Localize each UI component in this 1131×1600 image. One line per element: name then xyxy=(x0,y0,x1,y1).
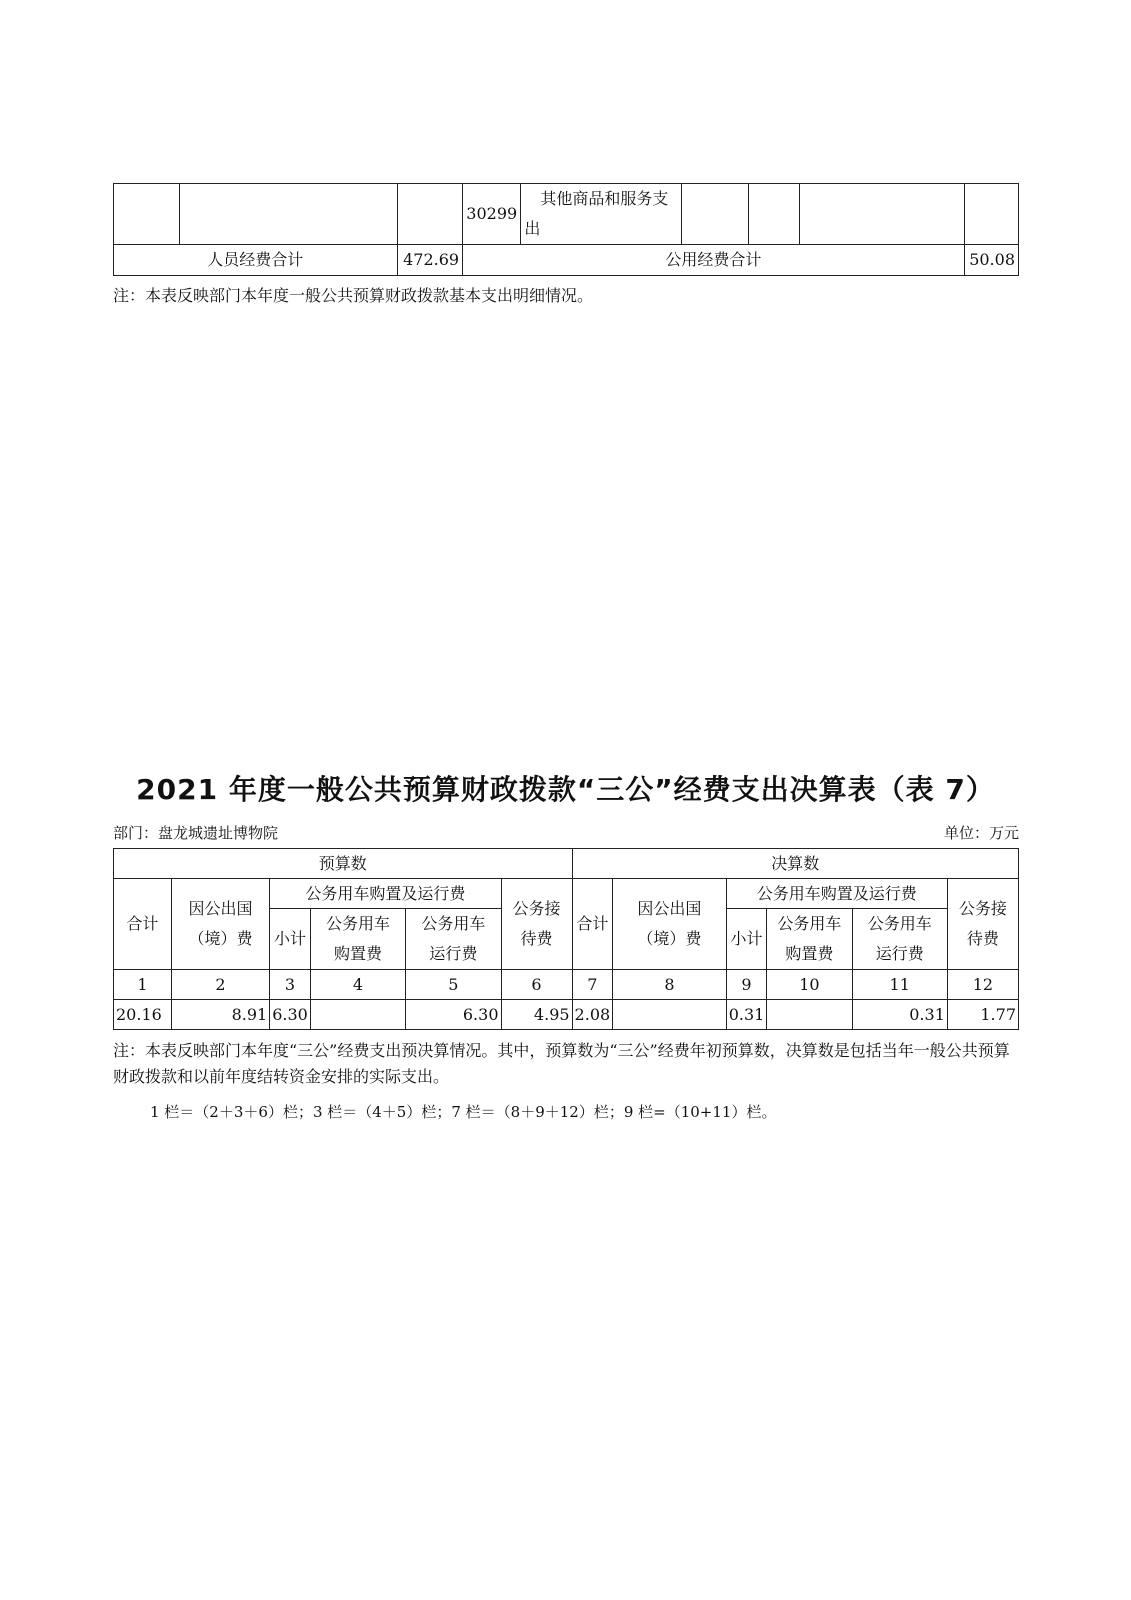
value-cell: 0.31 xyxy=(726,1000,767,1030)
department-label: 部门：盘龙城遗址博物院 xyxy=(113,824,279,842)
item-name: 其他商品和服务支出 xyxy=(521,184,682,245)
column-number: 7 xyxy=(572,970,613,1000)
header-vehicle: 公务用车购置及运行费 xyxy=(270,879,501,909)
column-number: 6 xyxy=(501,970,572,1000)
header-total: 合计 xyxy=(114,879,172,970)
value-cell xyxy=(310,1000,405,1030)
empty-cell xyxy=(114,184,180,245)
value-cell: 0.31 xyxy=(852,1000,947,1030)
empty-cell xyxy=(682,184,749,245)
value-cell: 4.95 xyxy=(501,1000,572,1030)
header-subtotal: 小计 xyxy=(726,909,767,970)
empty-cell xyxy=(799,184,964,245)
header-total: 合计 xyxy=(572,879,613,970)
page-title: 2021 年度一般公共预算财政拨款“三公”经费支出决算表（表 7） xyxy=(136,773,995,806)
column-number: 1 xyxy=(114,970,172,1000)
empty-cell xyxy=(397,184,463,245)
value-cell: 20.16 xyxy=(114,1000,172,1030)
public-total-value: 50.08 xyxy=(964,245,1018,276)
header-purchase: 公务用车购置费 xyxy=(767,909,852,970)
budget-group-header: 预算数 xyxy=(114,849,573,879)
column-number: 2 xyxy=(171,970,269,1000)
personnel-total-label: 人员经费合计 xyxy=(114,245,398,276)
column-number: 8 xyxy=(613,970,727,1000)
value-cell xyxy=(613,1000,727,1030)
header-vehicle: 公务用车购置及运行费 xyxy=(726,879,947,909)
empty-cell xyxy=(748,184,799,245)
header-abroad: 因公出国（境）费 xyxy=(613,879,727,970)
header-reception: 公务接待费 xyxy=(501,879,572,970)
unit-label: 单位：万元 xyxy=(943,824,1019,842)
value-cell: 2.08 xyxy=(572,1000,613,1030)
header-reception: 公务接待费 xyxy=(947,879,1018,970)
personnel-total-value: 472.69 xyxy=(397,245,463,276)
column-number: 12 xyxy=(947,970,1018,1000)
empty-cell xyxy=(179,184,397,245)
header-abroad: 因公出国（境）费 xyxy=(171,879,269,970)
value-cell: 8.91 xyxy=(171,1000,269,1030)
empty-cell xyxy=(964,184,1018,245)
column-formula-note: 1 栏＝（2＋3＋6）栏；3 栏＝（4＋5）栏；7 栏＝（8＋9＋12）栏；9 栏=（10+11）栏。 xyxy=(150,1103,777,1121)
column-number: 9 xyxy=(726,970,767,1000)
value-cell: 1.77 xyxy=(947,1000,1018,1030)
header-purchase: 公务用车购置费 xyxy=(310,909,405,970)
column-number: 4 xyxy=(310,970,405,1000)
value-cell xyxy=(767,1000,852,1030)
header-operation: 公务用车运行费 xyxy=(406,909,501,970)
column-number: 10 xyxy=(767,970,852,1000)
value-cell: 6.30 xyxy=(270,1000,311,1030)
column-number: 11 xyxy=(852,970,947,1000)
table7-note: 注：本表反映部门本年度“三公”经费支出预决算情况。其中，预算数为“三公”经费年初预算数，决算数是包括当年一般公共预算财政拨款和以前年度结转资金安排的实际支出。 xyxy=(113,1041,1010,1086)
item-code: 30299 xyxy=(463,184,521,245)
header-operation: 公务用车运行费 xyxy=(852,909,947,970)
column-number: 5 xyxy=(406,970,501,1000)
column-number: 3 xyxy=(270,970,311,1000)
basic-expenditure-table-fragment xyxy=(113,183,1019,276)
value-cell: 6.30 xyxy=(406,1000,501,1030)
header-subtotal: 小计 xyxy=(270,909,311,970)
three-public-expenditure-table xyxy=(113,848,1019,1030)
public-total-label: 公用经费合计 xyxy=(463,245,965,276)
table6-note: 注：本表反映部门本年度一般公共预算财政拨款基本支出明细情况。 xyxy=(113,286,594,305)
final-group-header: 决算数 xyxy=(572,849,1018,879)
